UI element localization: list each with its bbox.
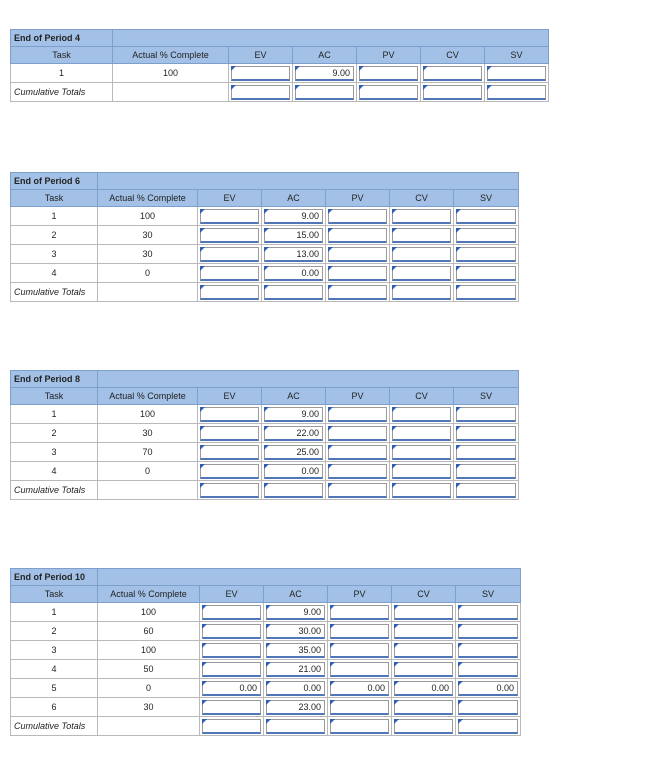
actual-complete-value: 30 <box>98 245 198 264</box>
pv-total-input[interactable] <box>328 483 387 498</box>
totals-row <box>11 283 519 302</box>
header-ev: EV <box>198 388 262 405</box>
cumulative-totals-label: Cumulative Totals <box>11 717 98 736</box>
task-number: 4 <box>11 264 98 283</box>
ev-input[interactable] <box>202 624 261 639</box>
actual-complete-value: 50 <box>98 660 200 679</box>
ev-input[interactable] <box>200 426 259 441</box>
header-pv: PV <box>328 586 392 603</box>
cv-input[interactable] <box>392 247 451 262</box>
header-ac: AC <box>262 388 326 405</box>
task-number: 3 <box>11 641 98 660</box>
period-title: End of Period 6 <box>11 173 98 190</box>
header-actual-complete: Actual % Complete <box>98 388 198 405</box>
task-number: 1 <box>11 64 113 83</box>
header-actual-complete: Actual % Complete <box>98 586 200 603</box>
sv-input[interactable] <box>456 426 516 441</box>
header-ac: AC <box>264 586 328 603</box>
pv-input[interactable] <box>328 426 387 441</box>
period-title: End of Period 4 <box>11 30 113 47</box>
sv-total-input[interactable] <box>487 85 546 100</box>
header-sv: SV <box>456 586 521 603</box>
sv-total-input[interactable] <box>456 483 516 498</box>
pv-input[interactable] <box>328 445 387 460</box>
cv-input[interactable] <box>392 407 451 422</box>
pv-input[interactable] <box>328 464 387 479</box>
table-row <box>11 405 519 424</box>
sv-input[interactable] <box>456 247 516 262</box>
actual-complete-value: 30 <box>98 698 200 717</box>
actual-complete-value: 0 <box>98 264 198 283</box>
ac-value: 23.00 <box>266 700 325 715</box>
ac-value: 9.00 <box>264 407 323 422</box>
table-row <box>11 245 519 264</box>
header-actual-complete: Actual % Complete <box>98 190 198 207</box>
header-pv: PV <box>326 388 390 405</box>
ev-input[interactable] <box>200 228 259 243</box>
pv-input[interactable] <box>330 700 389 715</box>
pv-input[interactable] <box>328 209 387 224</box>
sv-input[interactable] <box>458 624 518 639</box>
ev-input[interactable] <box>202 700 261 715</box>
ev-input[interactable] <box>202 605 261 620</box>
header-pv: PV <box>357 47 421 64</box>
table-row <box>11 603 521 622</box>
header-ev: EV <box>200 586 264 603</box>
pv-input[interactable] <box>359 66 418 81</box>
actual-complete-value: 100 <box>98 603 200 622</box>
period-8-table <box>10 370 519 500</box>
ev-input[interactable] <box>231 66 290 81</box>
header-task: Task <box>11 190 98 207</box>
ev-total-input[interactable] <box>202 719 261 734</box>
ac-value: 15.00 <box>264 228 323 243</box>
ac-value: 0.00 <box>264 464 323 479</box>
ev-input[interactable] <box>200 247 259 262</box>
cv-input[interactable] <box>423 66 482 81</box>
cumulative-totals-label: Cumulative Totals <box>11 481 98 500</box>
ac-value: 9.00 <box>295 66 354 81</box>
cv-value: 0.00 <box>394 681 453 696</box>
totals-row <box>11 83 549 102</box>
table-row <box>11 462 519 481</box>
ev-value: 0.00 <box>202 681 261 696</box>
sv-input[interactable] <box>456 266 516 281</box>
header-sv: SV <box>485 47 549 64</box>
actual-complete-value: 60 <box>98 622 200 641</box>
sv-value: 0.00 <box>458 681 518 696</box>
actual-complete-value: 100 <box>98 207 198 226</box>
header-cv: CV <box>421 47 485 64</box>
ac-value: 22.00 <box>264 426 323 441</box>
table-row <box>11 698 521 717</box>
header-ac: AC <box>262 190 326 207</box>
header-cv: CV <box>390 388 454 405</box>
header-sv: SV <box>454 388 519 405</box>
pv-total-input[interactable] <box>330 719 389 734</box>
task-number: 1 <box>11 603 98 622</box>
ac-value: 9.00 <box>264 209 323 224</box>
sv-input[interactable] <box>458 700 518 715</box>
period-title: End of Period 10 <box>11 569 98 586</box>
sv-input[interactable] <box>456 407 516 422</box>
ev-total-input[interactable] <box>231 85 290 100</box>
sv-total-input[interactable] <box>458 719 518 734</box>
table-row <box>11 264 519 283</box>
sv-input[interactable] <box>456 445 516 460</box>
cv-input[interactable] <box>392 266 451 281</box>
cv-total-input[interactable] <box>392 483 451 498</box>
header-actual-complete: Actual % Complete <box>113 47 229 64</box>
actual-complete-value: 70 <box>98 443 198 462</box>
sv-input[interactable] <box>458 605 518 620</box>
ev-input[interactable] <box>200 464 259 479</box>
ev-total-input[interactable] <box>200 285 259 300</box>
table-row <box>11 207 519 226</box>
table-row <box>11 679 521 698</box>
ac-total-input[interactable] <box>266 719 325 734</box>
task-number: 6 <box>11 698 98 717</box>
table-row <box>11 641 521 660</box>
task-number: 5 <box>11 679 98 698</box>
cumulative-totals-label: Cumulative Totals <box>11 83 113 102</box>
cumulative-totals-label: Cumulative Totals <box>11 283 98 302</box>
cv-input[interactable] <box>394 662 453 677</box>
table-row <box>11 64 549 83</box>
sv-input[interactable] <box>487 66 546 81</box>
actual-complete-value: 100 <box>98 641 200 660</box>
header-pv: PV <box>326 190 390 207</box>
table-row <box>11 660 521 679</box>
cv-input[interactable] <box>392 209 451 224</box>
ev-input[interactable] <box>200 209 259 224</box>
pv-total-input[interactable] <box>328 285 387 300</box>
table-row <box>11 622 521 641</box>
pv-input[interactable] <box>330 643 389 658</box>
cv-total-input[interactable] <box>394 719 453 734</box>
ac-value: 13.00 <box>264 247 323 262</box>
pv-input[interactable] <box>328 247 387 262</box>
cv-input[interactable] <box>394 643 453 658</box>
sv-input[interactable] <box>456 228 516 243</box>
table-row <box>11 226 519 245</box>
totals-row <box>11 717 521 736</box>
ac-value: 0.00 <box>264 266 323 281</box>
header-ac: AC <box>293 47 357 64</box>
cv-total-input[interactable] <box>392 285 451 300</box>
header-task: Task <box>11 388 98 405</box>
period-title: End of Period 8 <box>11 371 98 388</box>
header-cv: CV <box>390 190 454 207</box>
ac-total-input[interactable] <box>295 85 354 100</box>
actual-complete-value: 30 <box>98 226 198 245</box>
ac-value: 35.00 <box>266 643 325 658</box>
actual-complete-value: 100 <box>113 64 229 83</box>
cv-input[interactable] <box>394 700 453 715</box>
ev-input[interactable] <box>200 445 259 460</box>
task-number: 2 <box>11 226 98 245</box>
ac-total-input[interactable] <box>264 483 323 498</box>
ev-input[interactable] <box>202 643 261 658</box>
pv-input[interactable] <box>328 228 387 243</box>
header-task: Task <box>11 47 113 64</box>
task-number: 1 <box>11 207 98 226</box>
ev-input[interactable] <box>202 662 261 677</box>
period-4-table <box>10 29 549 102</box>
ac-value: 0.00 <box>266 681 325 696</box>
task-number: 4 <box>11 462 98 481</box>
period-10-table <box>10 568 521 736</box>
header-sv: SV <box>454 190 519 207</box>
task-number: 4 <box>11 660 98 679</box>
ac-value: 21.00 <box>266 662 325 677</box>
pv-input[interactable] <box>330 662 389 677</box>
sv-total-input[interactable] <box>456 285 516 300</box>
table-row <box>11 443 519 462</box>
cv-input[interactable] <box>394 624 453 639</box>
table-row <box>11 424 519 443</box>
header-ev: EV <box>229 47 293 64</box>
header-cv: CV <box>392 586 456 603</box>
pv-value: 0.00 <box>330 681 389 696</box>
ac-total-input[interactable] <box>264 285 323 300</box>
pv-input[interactable] <box>330 624 389 639</box>
ac-value: 25.00 <box>264 445 323 460</box>
task-number: 1 <box>11 405 98 424</box>
sv-input[interactable] <box>456 464 516 479</box>
sv-input[interactable] <box>456 209 516 224</box>
header-task: Task <box>11 586 98 603</box>
sv-input[interactable] <box>458 662 518 677</box>
actual-complete-value: 30 <box>98 424 198 443</box>
cv-input[interactable] <box>392 445 451 460</box>
cv-total-input[interactable] <box>423 85 482 100</box>
cv-input[interactable] <box>392 228 451 243</box>
sv-input[interactable] <box>458 643 518 658</box>
pv-input[interactable] <box>328 266 387 281</box>
ev-total-input[interactable] <box>200 483 259 498</box>
cv-input[interactable] <box>392 426 451 441</box>
actual-complete-value: 100 <box>98 405 198 424</box>
actual-complete-value: 0 <box>98 462 198 481</box>
task-number: 3 <box>11 443 98 462</box>
ac-value: 9.00 <box>266 605 325 620</box>
header-ev: EV <box>198 190 262 207</box>
pv-input[interactable] <box>328 407 387 422</box>
ev-input[interactable] <box>200 266 259 281</box>
pv-total-input[interactable] <box>359 85 418 100</box>
task-number: 3 <box>11 245 98 264</box>
cv-input[interactable] <box>392 464 451 479</box>
ev-input[interactable] <box>200 407 259 422</box>
pv-input[interactable] <box>330 605 389 620</box>
totals-row <box>11 481 519 500</box>
actual-complete-value: 0 <box>98 679 200 698</box>
task-number: 2 <box>11 424 98 443</box>
period-6-table <box>10 172 519 302</box>
ac-value: 30.00 <box>266 624 325 639</box>
task-number: 2 <box>11 622 98 641</box>
cv-input[interactable] <box>394 605 453 620</box>
